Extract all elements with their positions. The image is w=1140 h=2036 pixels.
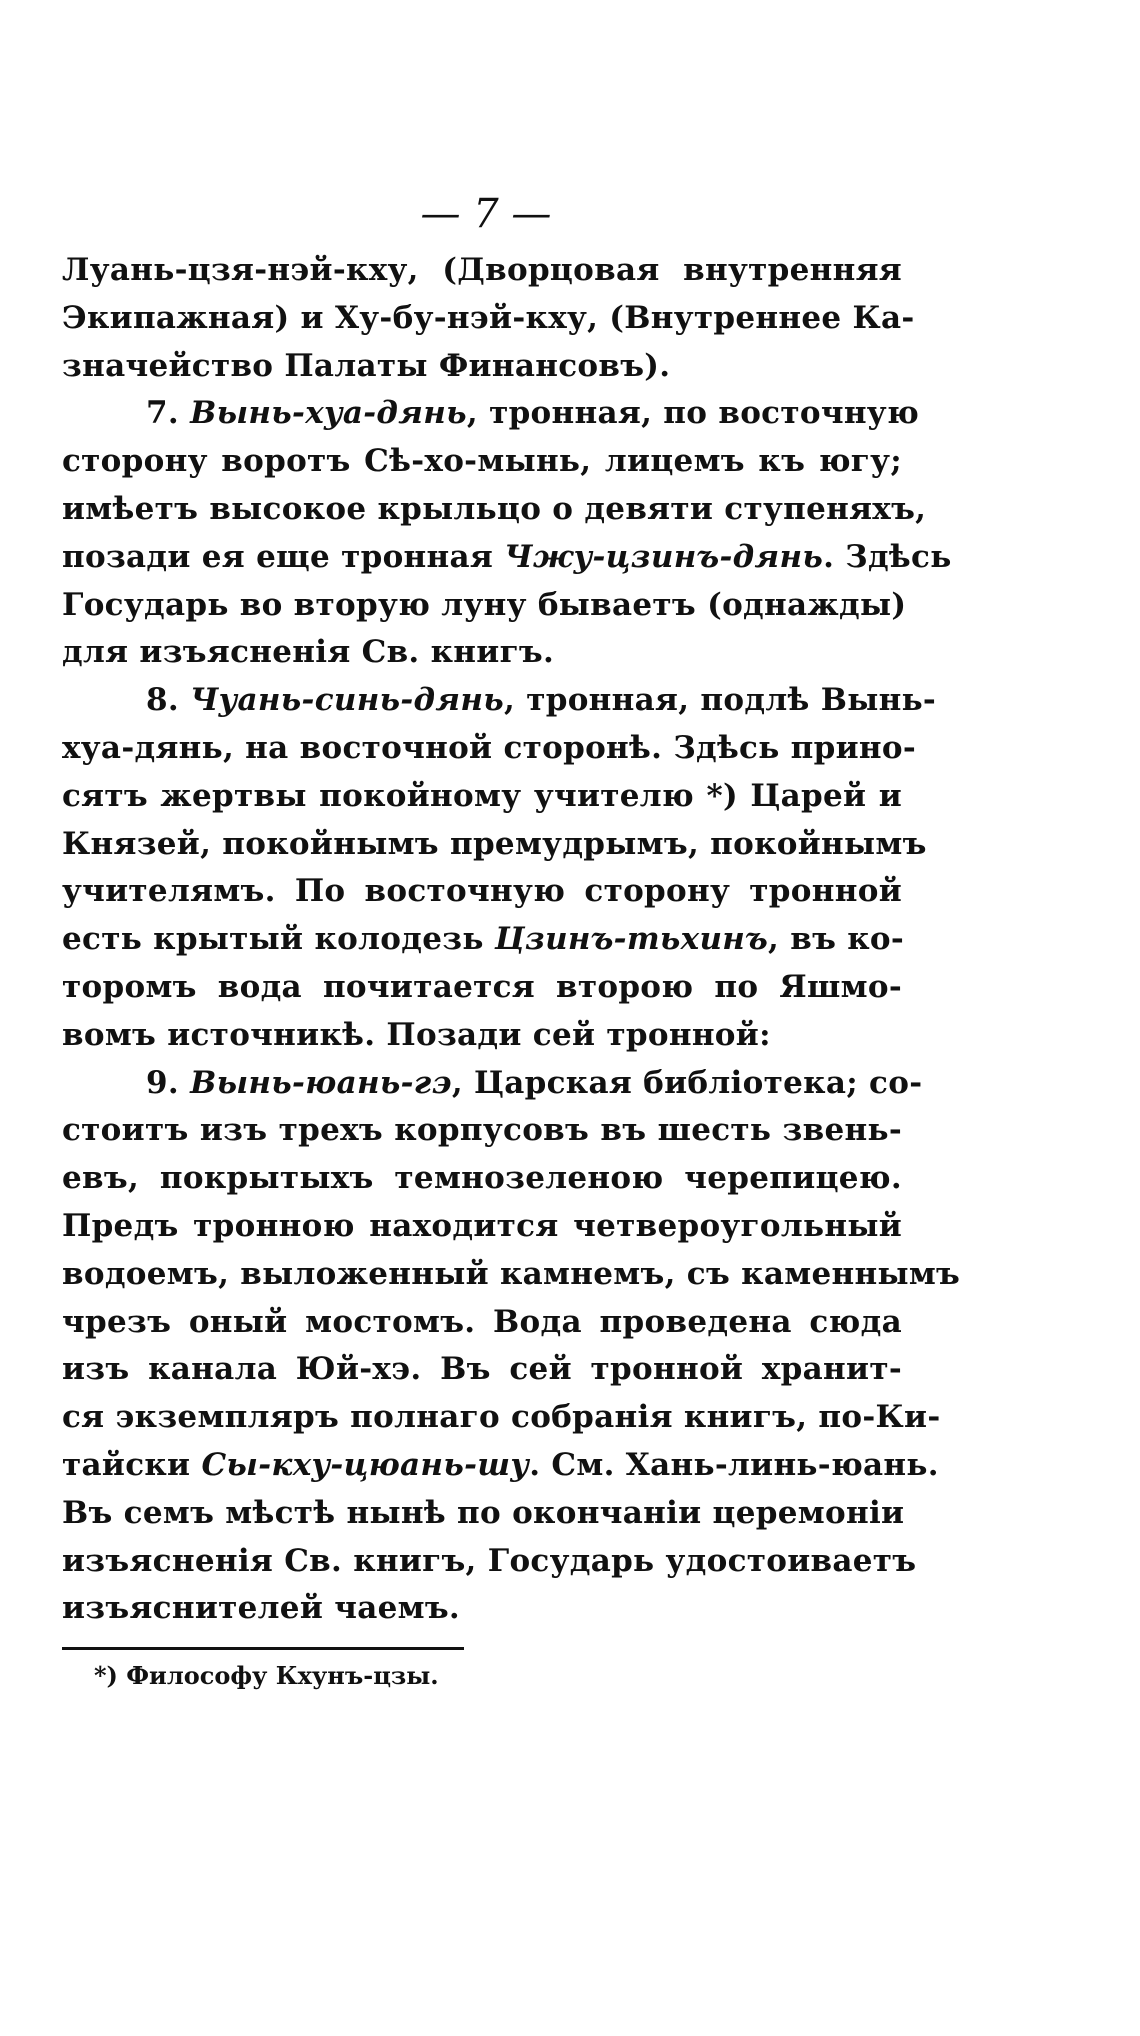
text-run: Въ семъ мѣстѣ нынѣ по окончаніи церемоніи <box>62 1494 905 1531</box>
text-line <box>62 486 927 534</box>
footnote: *) Философу Кхунъ-цзы. <box>94 1661 439 1691</box>
text-run: изъяснителей чаемъ. <box>62 1590 461 1627</box>
book-page <box>62 185 961 1696</box>
text-line <box>62 390 920 438</box>
text-run: для изъясненія Св. книгъ. <box>62 634 555 671</box>
text-run: Князей, покойнымъ премудрымъ, покойнымъ <box>62 825 927 862</box>
text-line <box>62 1107 902 1155</box>
text-run: чрезъ оный мостомъ. Вода проведена сюда <box>62 1303 902 1340</box>
text-run: , тронная, подлѣ Вынь- <box>504 682 937 719</box>
text-line <box>62 725 917 773</box>
text-line <box>62 1346 902 1394</box>
text-line <box>62 964 902 1012</box>
text-line <box>62 773 902 821</box>
text-run: ся экземпляръ полнаго собранія книгъ, по-Ки- <box>62 1399 941 1436</box>
text-run: торомъ вода почитается второю по Яшмо- <box>62 968 902 1005</box>
text-line <box>62 438 902 486</box>
text-run: изъ канала Юй-хэ. Въ сей тронной хранит- <box>62 1351 902 1388</box>
text-run: , Царская библіотека; со- <box>451 1064 923 1101</box>
text-line <box>62 247 902 295</box>
text-run: тайски <box>62 1446 202 1483</box>
text-run: . Здѣсь <box>823 538 952 575</box>
italic-term: Цзинъ-тьхинъ <box>494 921 769 958</box>
italic-term: Вынь-хуа-дянь <box>190 395 467 432</box>
text-run: 9. <box>146 1064 191 1101</box>
text-line <box>62 1155 902 1203</box>
text-run: Луань-цзя-нэй-кху, (Дворцовая внутренняя <box>62 252 902 288</box>
text-run: . См. Хань-линь-юань. <box>529 1446 939 1483</box>
text-line <box>62 1585 902 1633</box>
text-line <box>62 916 905 964</box>
text-run: вомъ источникѣ. Позади сей тронной: <box>62 1016 771 1053</box>
text-line <box>62 1299 902 1347</box>
text-run: , въ ко- <box>768 921 905 958</box>
text-line <box>62 1012 902 1060</box>
text-run: евъ, покрытыхъ темнозеленою черепицею. <box>62 1160 902 1197</box>
text-line <box>62 582 907 630</box>
text-run: 8. <box>146 682 191 719</box>
text-run: позади ея еще тронная <box>62 538 505 575</box>
text-line <box>62 1442 939 1490</box>
text-line <box>62 1251 961 1299</box>
text-run: Государь во вторую луну бываетъ (однажды) <box>62 586 907 623</box>
text-run: хуа-дянь, на восточной сторонѣ. Здѣсь прино- <box>62 729 917 766</box>
body-text <box>62 247 961 1633</box>
footnote-divider <box>62 1647 464 1650</box>
italic-term: Чуань-синь-дянь <box>190 682 505 719</box>
text-line <box>62 629 902 677</box>
text-line <box>62 1538 917 1586</box>
text-line <box>62 1060 923 1108</box>
text-run: изъясненія Св. книгъ, Государь удостоиваетъ <box>62 1542 917 1579</box>
text-run: стоитъ изъ трехъ корпусовъ въ шесть звень- <box>62 1112 902 1149</box>
text-line <box>62 868 902 916</box>
text-run: сятъ жертвы покойному учителю *) Царей и <box>62 777 902 814</box>
text-run: учителямъ. По восточную сторону тронной <box>62 873 902 910</box>
text-line <box>62 295 915 343</box>
text-line <box>62 343 902 391</box>
italic-term: Вынь-юань-гэ <box>190 1064 452 1101</box>
text-run: Предъ тронною находится четвероугольный <box>62 1207 902 1244</box>
text-line <box>62 1203 902 1251</box>
text-run: Экипажная) и Ху-бу-нэй-кху, (Внутреннее Ка- <box>62 299 915 336</box>
text-run: значейство Палаты Финансовъ). <box>62 347 671 384</box>
text-line <box>62 1490 905 1538</box>
text-line <box>62 1394 941 1442</box>
text-line <box>62 677 937 725</box>
page-number: — 7 — <box>420 191 552 237</box>
text-run: 7. <box>146 395 191 432</box>
text-line <box>62 821 927 869</box>
text-run: имѣетъ высокое крыльцо о девяти ступеняхъ, <box>62 490 927 527</box>
text-line <box>62 534 952 582</box>
text-run: водоемъ, выложенный камнемъ, съ каменнымъ <box>62 1255 961 1292</box>
italic-term: Сы-кху-цюань-шу <box>201 1446 530 1483</box>
text-run: сторону воротъ Сѣ-хо-мынь, лицемъ къ югу; <box>62 443 902 480</box>
text-run: , тронная, по восточную <box>466 395 920 432</box>
italic-term: Чжу-цзинъ-дянь <box>504 538 824 575</box>
text-run: есть крытый колодезь <box>62 921 495 958</box>
